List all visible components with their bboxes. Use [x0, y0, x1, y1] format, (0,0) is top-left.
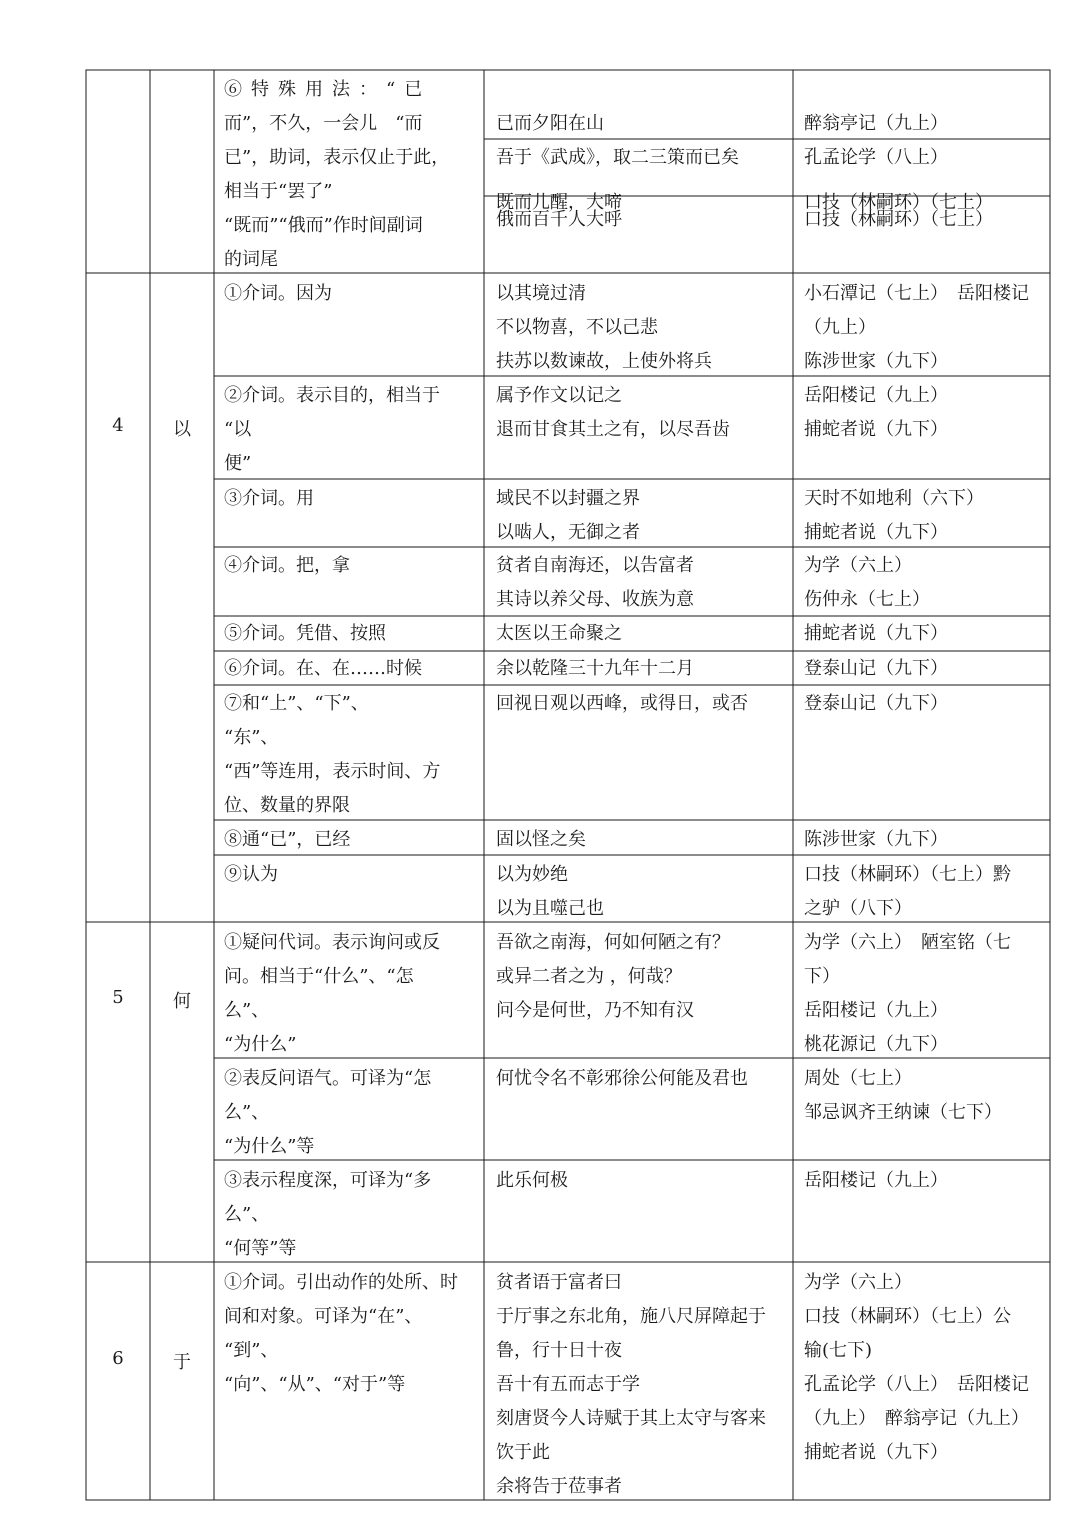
source-line: 伤仲永（七上） — [804, 589, 930, 610]
usage-line: 问。相当于“什么”、“怎 — [224, 966, 414, 987]
usage-line: ③表示程度深，可译为“多 — [224, 1170, 432, 1191]
usage-line: ①疑问代词。表示询问或反 — [224, 932, 440, 953]
source-line: 为学（六上） 陋室铭（七 — [804, 932, 1011, 953]
source-line: 口技（林嗣环）（七上）黔 — [804, 864, 1011, 885]
source-line: 之驴（八下） — [804, 898, 912, 919]
group-number: 4 — [112, 415, 124, 436]
example-line: 不以物喜，不以己悲 — [496, 317, 658, 338]
example-line: 以为且噬己也 — [496, 898, 604, 919]
example-line: 于厅事之东北角，施八尺屏障起于 — [496, 1306, 766, 1327]
usage-line: ③介词。用 — [224, 488, 314, 509]
group-word: 于 — [173, 1352, 191, 1373]
usage-line: ①介词。因为 — [224, 283, 332, 304]
usage-line: 间和对象。可译为“在”、 — [224, 1306, 423, 1327]
usage-line: 已”，助词，表示仅止于此， — [224, 147, 450, 168]
usage-line: “为什么” — [224, 1034, 297, 1055]
source-cell — [804, 549, 930, 617]
usage-line: ⑤介词。凭借、按照 — [224, 623, 386, 644]
example-line: 已而夕阳在山 — [496, 113, 604, 134]
usage-line: 么”、 — [224, 1102, 270, 1123]
usage-line: 便” — [224, 453, 252, 474]
example-line: 域民不以封疆之界 — [496, 488, 640, 509]
source-line: 为学（六上） — [804, 1272, 912, 1293]
source-line: 孔孟论学（八上） — [804, 147, 948, 168]
example-line: 余将告于莅事者 — [496, 1476, 622, 1497]
example-cell — [496, 549, 694, 617]
usage-line: ⑨认为 — [224, 864, 278, 885]
source-line: 陈涉世家（九下） — [804, 351, 948, 372]
group-number: 5 — [112, 987, 124, 1008]
source-line: 醉翁亭记（九上） — [804, 113, 948, 134]
source-cell — [804, 1266, 1029, 1470]
group-number: 6 — [112, 1348, 124, 1369]
usage-cell — [224, 687, 440, 823]
source-line: 孔孟论学（八上） 岳阳楼记 — [804, 1374, 1029, 1395]
usage-line: ④介词。把，拿 — [224, 555, 350, 576]
example-cell — [496, 858, 604, 926]
usage-line: ⑥介词。在、在……时候 — [224, 658, 422, 679]
source-line: 邹忌讽齐王纳谏（七下） — [804, 1102, 1002, 1123]
usage-cell — [224, 1164, 431, 1266]
example-line: 回视日观以西峰，或得日，或否 — [496, 693, 748, 714]
source-line: 捕蛇者说（九下） — [804, 419, 948, 440]
usage-line: “西”等连用，表示时间、方 — [224, 761, 441, 782]
example-cell — [496, 277, 712, 379]
example-line: 俄而百千人大呼 — [496, 209, 622, 230]
source-cell — [804, 926, 1011, 1062]
source-line: 岳阳楼记（九上） — [804, 385, 948, 406]
example-line: 鲁，行十日十夜 — [496, 1340, 622, 1361]
usage-cell — [224, 549, 350, 583]
group-word: 何 — [173, 991, 191, 1012]
example-line: 刻唐贤今人诗赋于其上太守与客来 — [496, 1408, 766, 1429]
usage-line: ①介词。引出动作的处所、时 — [224, 1272, 458, 1293]
example-line: 余以乾隆三十九年十二月 — [496, 658, 694, 679]
example-cell — [496, 482, 640, 550]
source-line: 陈涉世家（九下） — [804, 829, 948, 850]
usage-cell — [224, 277, 332, 311]
usage-cell — [224, 482, 314, 516]
source-line: 登泰山记（九下） — [804, 693, 948, 714]
usage-cell — [224, 379, 440, 481]
usage-line: ⑦和“上”、“下”、 — [224, 693, 369, 714]
source-line: 岳阳楼记（九上） — [804, 1000, 948, 1021]
example-line: 以为妙绝 — [496, 864, 568, 885]
example-cell — [496, 926, 730, 1028]
example-line: 问今是何世，乃不知有汉 — [496, 1000, 694, 1021]
usage-line: 相当于“罢了” — [224, 181, 333, 202]
usage-line: “向”、“从”、“对于”等 — [224, 1374, 406, 1395]
usage-line: 的词尾 — [224, 249, 278, 270]
example-line: 其诗以养父母、收族为意 — [496, 589, 694, 610]
usage-cell — [224, 1266, 458, 1402]
usage-line: “东”、 — [224, 727, 279, 748]
usage-line: ⑥特殊用法：“已 — [224, 79, 432, 100]
usage-line: 么”、 — [224, 1204, 270, 1225]
example-line: 既而儿醒，大啼 — [496, 192, 622, 213]
source-line: 小石潭记（七上） 岳阳楼记 — [804, 283, 1029, 304]
source-line: 桃花源记（九下） — [804, 1034, 948, 1055]
source-line: 捕蛇者说（九下） — [804, 1442, 948, 1463]
example-line: 固以怪之矣 — [496, 829, 586, 850]
top-usage — [224, 73, 449, 277]
source-line: （九上） 醉翁亭记（九上） — [804, 1408, 1029, 1429]
source-line: 捕蛇者说（九下） — [804, 623, 948, 644]
example-line: 贫者语于富者曰 — [496, 1272, 622, 1293]
source-cell — [804, 277, 1029, 379]
source-cell — [804, 858, 1011, 926]
example-line: 此乐何极 — [496, 1170, 568, 1191]
example-line: 何忧令名不彰邪徐公何能及君也 — [496, 1068, 748, 1089]
usage-line: 而”，不久，一会儿 “而 — [224, 113, 423, 134]
example-cell — [496, 1266, 766, 1504]
source-line: 岳阳楼记（九上） — [804, 1170, 948, 1191]
usage-line: 么”、 — [224, 1000, 270, 1021]
source-cell — [804, 1062, 1002, 1130]
usage-line: 位、数量的界限 — [224, 795, 350, 816]
example-line: 退而甘食其土之有，以尽吾齿 — [496, 419, 730, 440]
source-line: 输(七下) — [804, 1340, 873, 1361]
usage-cell — [224, 1062, 431, 1164]
source-line: 口技（林嗣环）（七上） — [804, 209, 993, 230]
usage-line: “到”、 — [224, 1340, 279, 1361]
source-line: 周处（七上） — [804, 1068, 912, 1089]
example-line: 吾于《武成》，取二三策而已矣 — [496, 147, 739, 168]
source-line: （九上） — [804, 317, 876, 338]
source-line: 下） — [804, 966, 840, 987]
usage-line: “既而”“俄而”作时间副词 — [224, 215, 423, 236]
example-line: 属予作文以记之 — [496, 385, 622, 406]
usage-line: “为什么”等 — [224, 1136, 315, 1157]
example-line: 以啮人，无御之者 — [496, 522, 640, 543]
example-line: 吾欲之南海，何如何陋之有？ — [496, 932, 730, 953]
source-line: 口技（林嗣环）（七上） — [804, 192, 993, 213]
usage-line: ⑧通“已”，已经 — [224, 829, 351, 850]
example-line: 以其境过清 — [496, 283, 586, 304]
example-line: 或异二者之为 ，何哉？ — [496, 966, 682, 987]
source-line: 登泰山记（九下） — [804, 658, 948, 679]
source-line: 捕蛇者说（九下） — [804, 522, 948, 543]
usage-cell — [224, 926, 440, 1062]
usage-line: “何等”等 — [224, 1238, 297, 1259]
example-line: 太医以王命聚之 — [496, 623, 622, 644]
example-line: 扶苏以数谏故，上使外将兵 — [496, 351, 712, 372]
source-cell — [804, 379, 948, 447]
example-line: 贫者自南海还，以告富者 — [496, 555, 694, 576]
group-word: 以 — [173, 419, 191, 440]
usage-line: ②介词。表示目的，相当于 — [224, 385, 440, 406]
source-line: 天时不如地利（六下） — [804, 488, 984, 509]
example-line: 吾十有五而志于学 — [496, 1374, 640, 1395]
source-cell — [804, 482, 984, 550]
usage-line: ②表反问语气。可译为“怎 — [224, 1068, 432, 1089]
example-cell — [496, 379, 730, 447]
example-line: 饮于此 — [496, 1442, 550, 1463]
source-line: 口技（林嗣环）（七上）公 — [804, 1306, 1011, 1327]
usage-line: “以 — [224, 419, 252, 440]
source-line: 为学（六上） — [804, 555, 912, 576]
